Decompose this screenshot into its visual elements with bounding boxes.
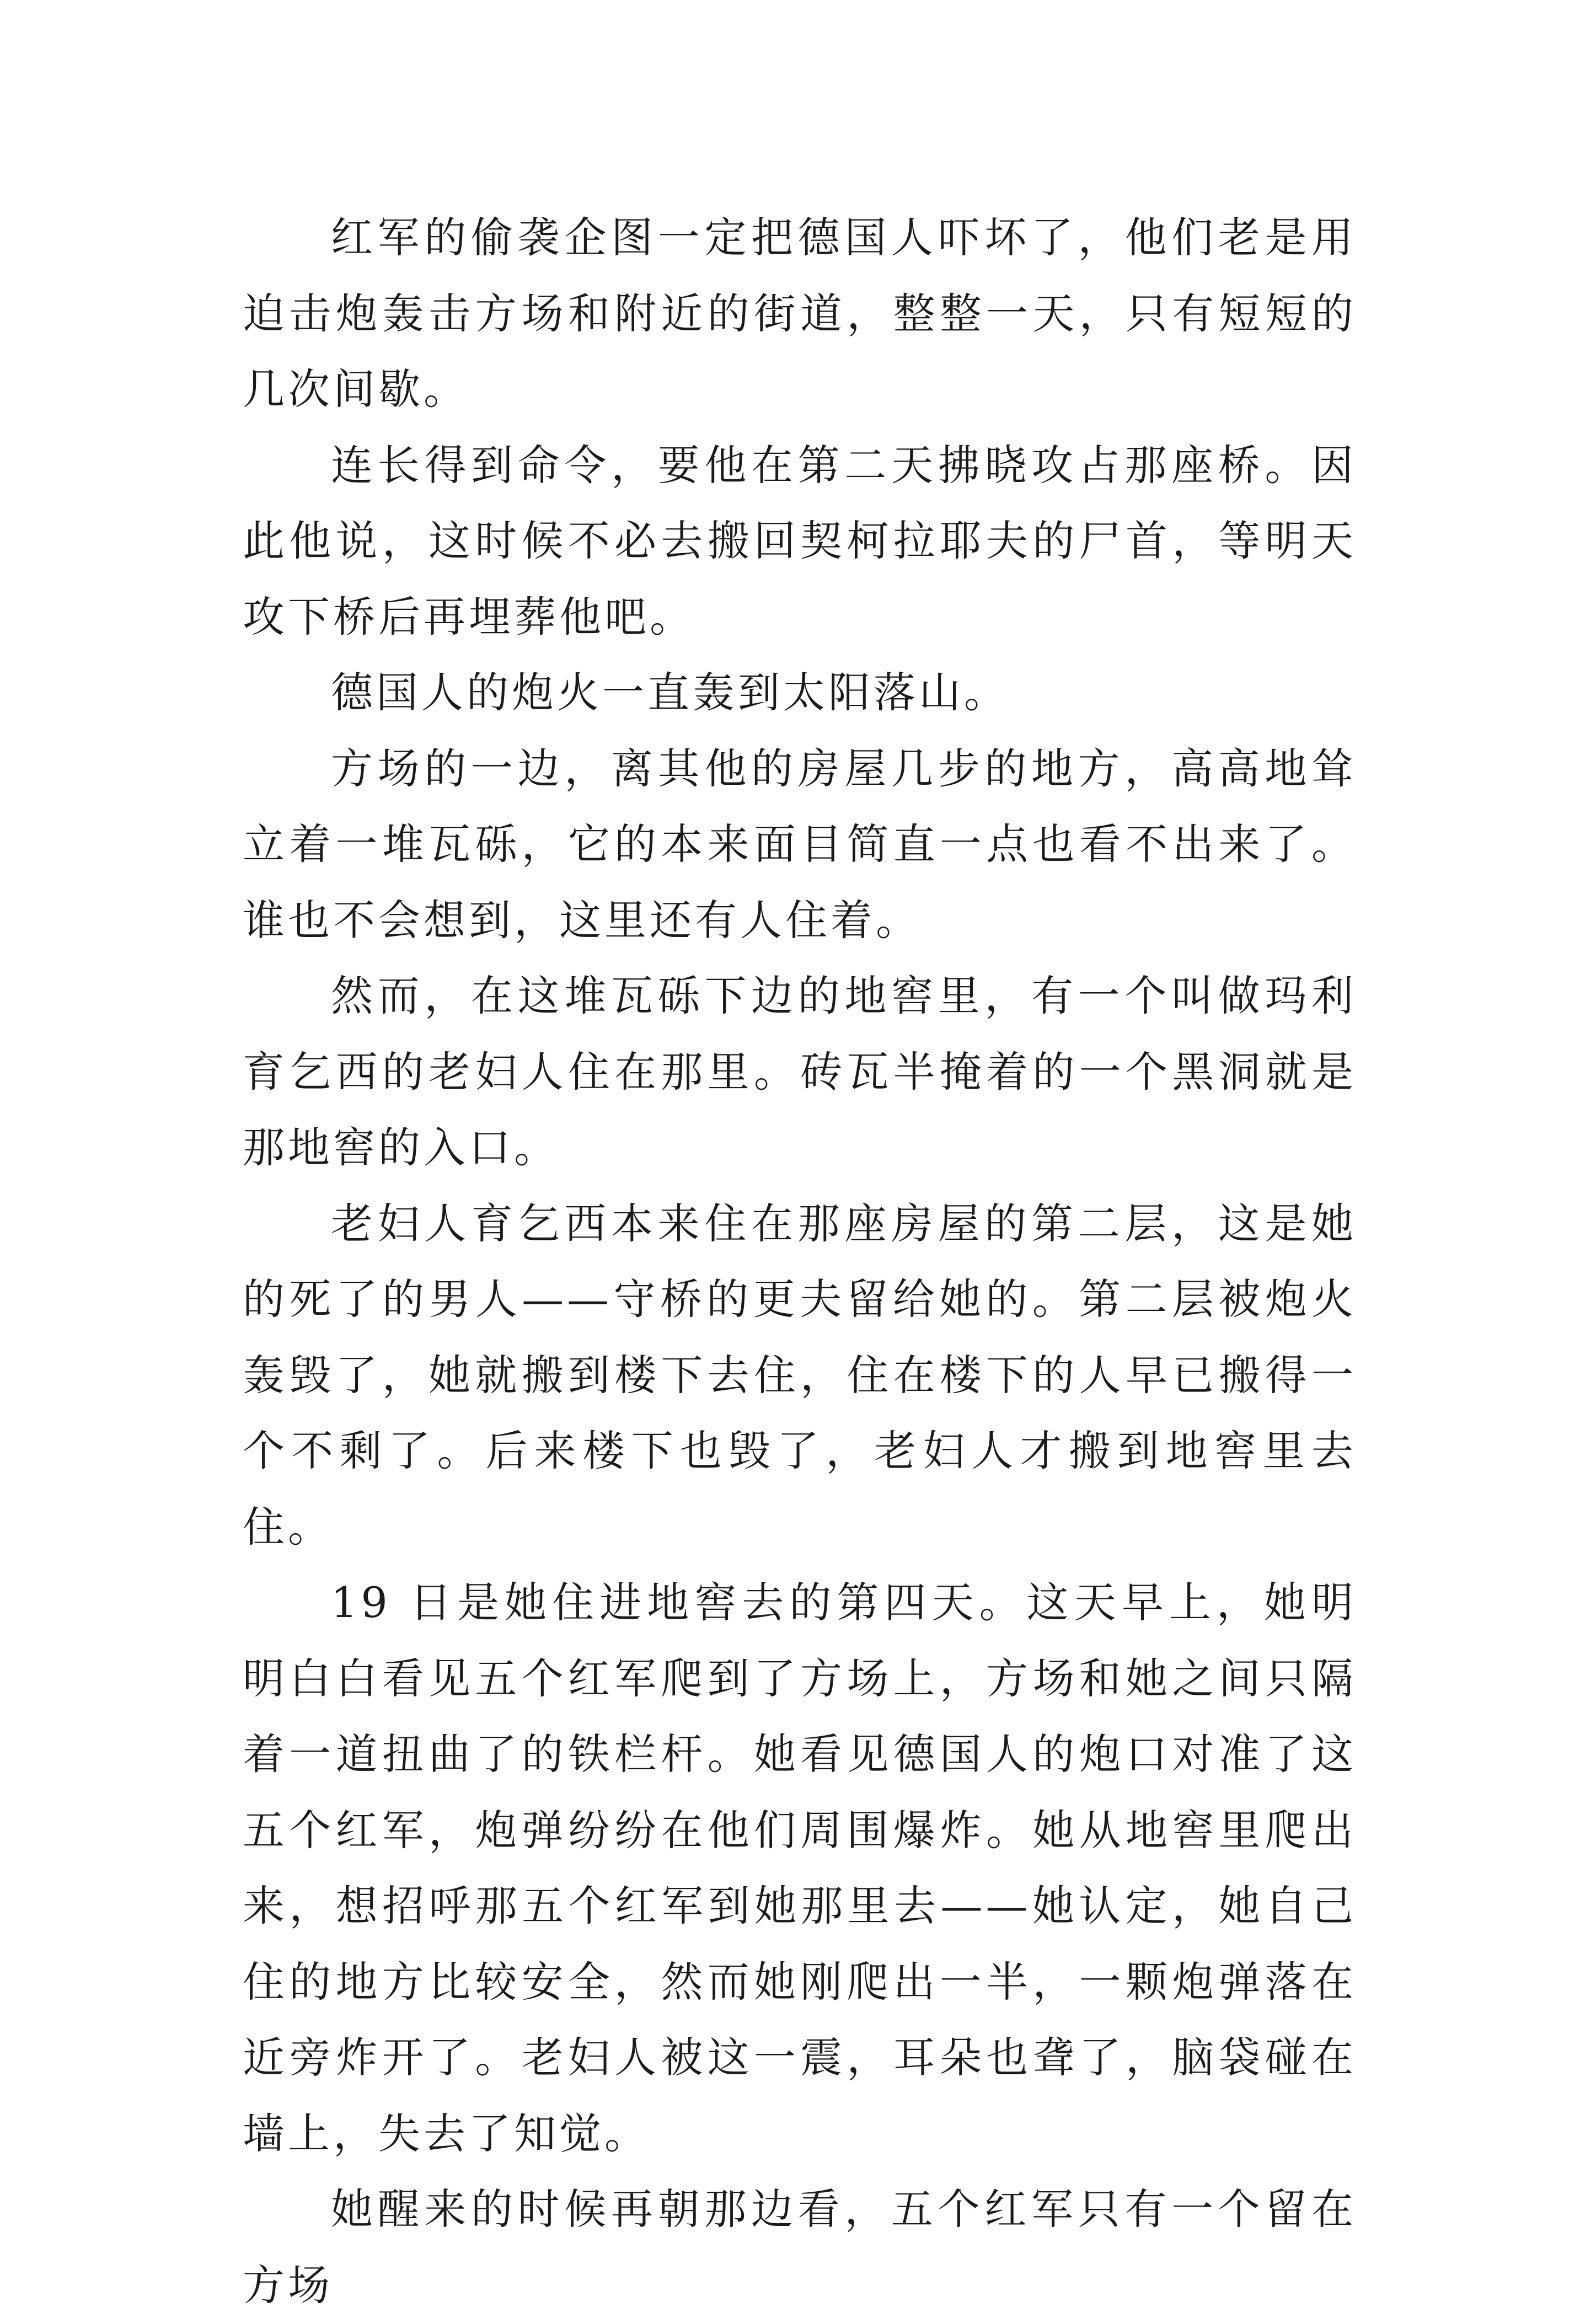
body-text [243, 200, 1357, 2323]
paragraph: 红军的偷袭企图一定把德国人吓坏了，他们老是用迫击炮轰击方场和附近的街道，整整一天，只有短短的几次间歇。 [243, 213, 1357, 414]
paragraph: 19 日是她住进地窖去的第四天。这天早上，她明明白白看见五个红军爬到了方场上，方场和她之间只隔着一道扭曲了的铁栏杆。她看见德国人的炮口对准了这五个红军，炮弹纷纷在他们周围爆炸。她从地窖里爬出来，想招呼那五个红军到她那里去——她认定，她自己住的地方比较安全，然而她刚爬出一半，一颗炮弹落在近旁炸开了。老妇人被这一震，耳朵也聋了，脑袋碰在墙上，失去了知觉。 [243, 1578, 1357, 2158]
paragraph: 连长得到命令，要他在第二天拂晓攻占那座桥。因此他说，这时候不必去搬回契柯拉耶夫的尸首，等明天攻下桥后再埋葬他吧。 [243, 440, 1357, 641]
paragraph: 德国人的炮火一直轰到太阳落山。 [331, 668, 1009, 717]
paragraph: 然而，在这堆瓦砾下边的地窖里，有一个叫做玛利育乞西的老妇人住在那里。砖瓦半掩着的一个黑洞就是那地窖的入口。 [243, 971, 1357, 1172]
paragraph: 她醒来的时候再朝那边看，五个红军只有一个留在方场 [243, 2185, 1357, 2310]
paragraph: 老妇人育乞西本来住在那座房屋的第二层，这是她的死了的男人——守桥的更夫留给她的。第二层被炮火轰毁了，她就搬到楼下去住，住在楼下的人早已搬得一个不剩了。后来楼下也毁了，老妇人才搬到地窖里去住。 [243, 1198, 1357, 1551]
paragraph: 方场的一边，离其他的房屋几步的地方，高高地耸立着一堆瓦砾，它的本来面目简直一点也看不出来了。谁也不会想到，这里还有人住着。 [243, 743, 1357, 945]
